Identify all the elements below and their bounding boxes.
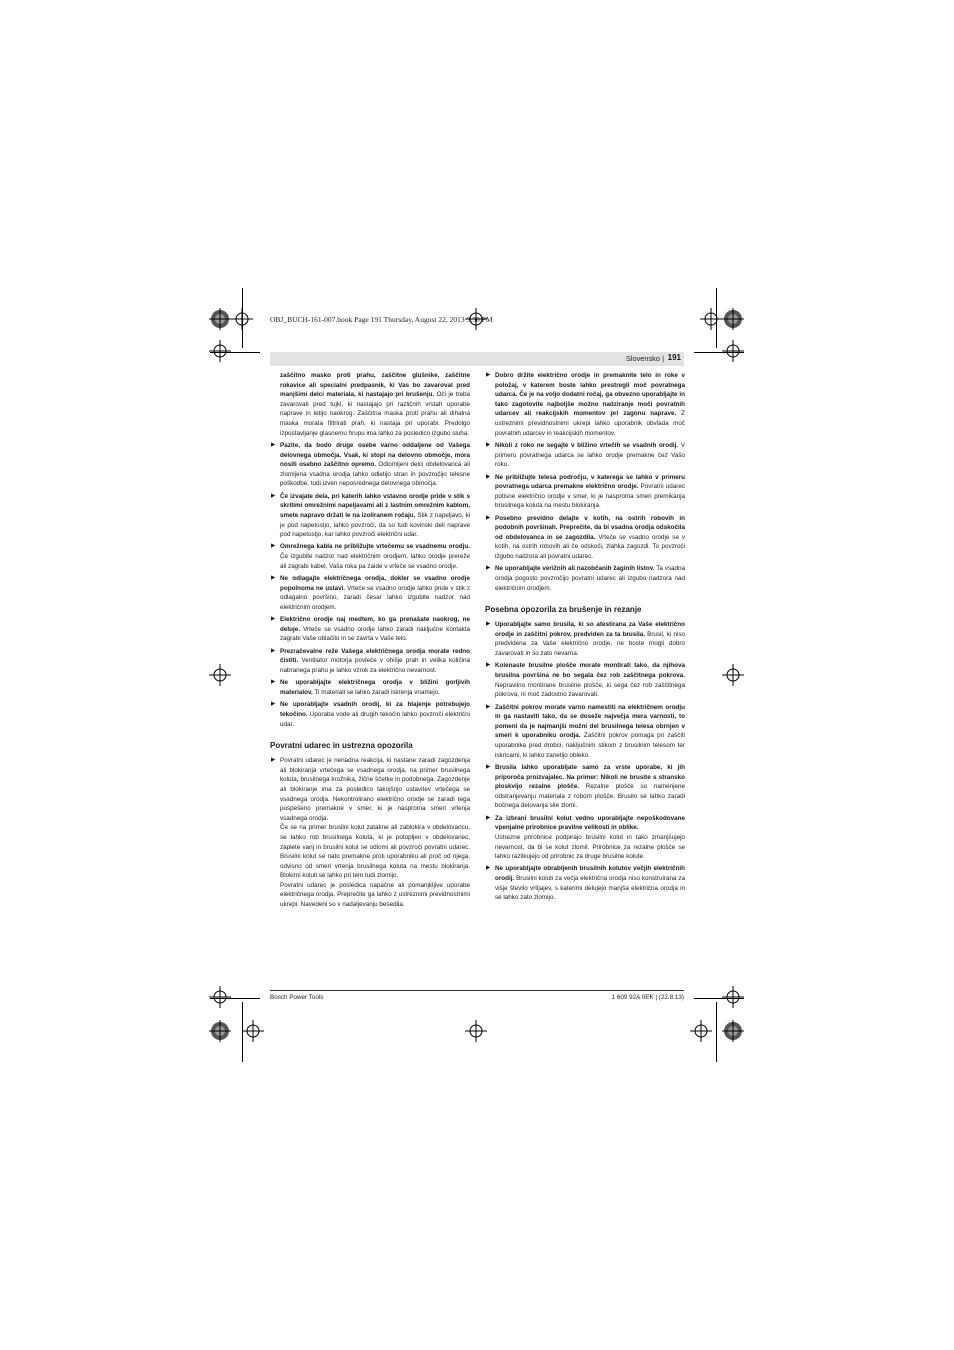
header-separator: | — [662, 354, 664, 363]
list-item: ▶ Če izvajate dela, pri katerih lahko vstavno orodje pride v stik s skritimi omrežnimi napeljavami ali z lastnim omrežnim kablom, smete napravo držati le na izoliranem ročaju. Stik z napeljavo, ki je pod napetostjo, lahko povzroči, da so tudi kovinski deli naprave pod napetostjo, kar lahko povzroči električni udar. — [271, 492, 470, 539]
paragraph: Povratni udarec je posledica napačne ali pomanjkljive uporabe električnega orodja. Preprečite ga lahko z ustreznimi previdnostnimi ukrepi. Navedeni so v nadaljevanju besedila. — [280, 881, 470, 909]
footer-brand: Bosch Power Tools — [270, 994, 324, 1001]
section-title: Posebna opozorila za brušenje in rezanje — [485, 605, 642, 615]
bullet-icon: ▶ — [271, 679, 276, 686]
footer-docnumber: 1 609 92A 0EK | (22.8.13) — [611, 994, 684, 1001]
registration-mark-icon — [700, 308, 722, 330]
crop-mark — [716, 1002, 717, 1062]
paragraph: Ustrezne prirobnice podpirajo brusilni kolut in tako zmanjšujejo nevarnost, da bi se kolut zlomil. Prirobnice za rezalne plošče se lahko razlikujejo od prirobnic za druge brusilne kolute. — [495, 833, 685, 861]
list-item: ▶ Zaščitni pokrov morate varno namestiti na električnem orodju in ga nastaviti tako, da se doseže največja mera varnosti, to pomeni da je najmanjši možni del brusilnega telesa obrnjen v smeri k uporabniku orodja. Zaščitni pokrov pomaga pri zaščiti uporabnika pred drobci, naključnim stikom z brusilnim telesom ter iskricami, ki lahko zanetijo obleko. — [486, 703, 685, 759]
list-item: ▶ Brusila lahko uporabljate samo za vrste uporabe, ki jih priporoča proizvajalec. Na primer: Nikoli ne brusite s stransko ploskvijo rezalne plošče. Rezalne plošče so namenjene odstranjevanju materiala z robom plošče. Brusilo se lahko zaradi bočnega delovanja sile zlomi. — [486, 763, 685, 810]
list-item: ▶ Nikoli z roko ne segajte v bližino vrtečih se vsadnih orodij. V primeru povratnega udarca se lahko orodje premakne čez Vašo roko. — [486, 441, 685, 469]
bullet-icon: ▶ — [486, 814, 491, 821]
list-item: ▶ Ne odlagajte električnega orodja, dokler se vsadno orodje popolnoma ne ustavi. Vrteče se vsadno orodje lahko pride v stik z odlagalno površino, zaradi česar lahko izgubite nadzor nad električnim orodjem. — [271, 575, 471, 611]
left-column — [270, 371, 470, 910]
list-item: ▶ Ne uporabljajte vsadnih orodij, ki za hlajenje potrebujejo tekočino. Uporaba vode ali drugih tekočin lahko povzroči električni udar. — [271, 701, 470, 728]
list-item: ▶ Ne uporabljajte električnega orodja v bližini gorljivih materialov. Ti materiali se lahko zaradi iskrenja vnamejo. — [271, 679, 470, 696]
print-header: OBJ_BUCH-161-007.book Page 191 Thursday, August 22, 2013 3:50 PM — [270, 315, 493, 324]
paragraph: Če se na primer brusilni kolut zatakne ali zablokira v obdelovancu, se lahko rob brusilnega koluta, ki je potopljen v obdelovanec, zaplete vanj in brusilni kolut se odlomi ali povzroči povratni udarec. Brusilni kolut se nato premakne proti uporabniku ali proč od njega, odvisno od smeri vrtenja brusilnega koluta na mestu blokiranja. Blokirni koluti se lahko pri tem tudi zlomijo. — [280, 824, 470, 880]
bullet-icon: ▶ — [271, 492, 276, 499]
footer-rule — [270, 990, 684, 991]
list-item: ▶ Ne uporabljajte verižnih ali nazobčanih žaginih listov. Ta vsadna orodja pogosto povzročijo povratni udarec ali izgubo nadzora nad električnim orodjem. — [486, 565, 685, 592]
list-item: ▶ Omrežnega kabla ne približujte vrtečemu se vsadnemu orodju. Če izgubite nadzor nad električnim orodjem, lahko orodje prereže ali zagrabi kabel, Vaša roka pa zaide v vrteče se vsadno orodje. — [271, 543, 470, 570]
bullet-icon: ▶ — [486, 473, 491, 480]
list-item: ▶ Pazite, da bodo druge osebe varno oddaljene od Vašega delovnega območja. Vsak, ki stopi na delovno območje, mora nositi osebno zaščitno opremo. Odlomljeni delci obdelovanca ali zlomljena vsadna orodja lahko odletijo stran in povzročijo telesne poškodbe, tudi izven neposrednega delovnega območja. — [271, 441, 470, 488]
registration-mark-icon — [209, 986, 231, 1008]
bullet-icon: ▶ — [486, 865, 491, 872]
bullet-icon: ▶ — [271, 575, 276, 582]
bullet-icon: ▶ — [271, 701, 276, 708]
bullet-icon: ▶ — [486, 514, 491, 521]
registration-mark-icon — [722, 986, 744, 1008]
bullet-icon: ▶ — [486, 621, 491, 628]
registration-mark-icon — [231, 308, 253, 330]
page-number: 191 — [667, 353, 681, 362]
registration-mark-icon — [722, 1020, 744, 1042]
bullet-icon: ▶ — [486, 372, 491, 378]
language-label: Slovensko — [625, 354, 660, 363]
list-item: ▶ Kolenaste brusilne plošče morate montirati tako, da njihova brusilna površina ne bo segala čez rob zaščitnega pokrova. Nepravilno montirane brusilne plošče, ki sega čez rob zaščitnega pokrova, ni moč zadostno zavarovati. — [486, 662, 685, 699]
registration-mark-icon — [209, 340, 231, 362]
registration-mark-icon — [722, 340, 744, 362]
list-item: ▶ Električno orodje naj medtem, ko ga prenašate naokrog, ne deluje. Vrteče se vsadno orodje lahko zaradi naključne kontakta zagrabi Vaše oblačilo in se zavrta v Vaše telo. — [271, 616, 470, 643]
bullet-icon: ▶ — [271, 616, 276, 623]
bullet-icon: ▶ — [271, 441, 276, 448]
registration-mark-icon — [242, 1020, 264, 1042]
list-item: ▶ Prezračevalne reže Vašega električnega orodja morate redno čistiti. Ventilator motorja povleče v ohišje prah in velika količina nabranega prahu je lahko vzrok za električno nevarnost. — [271, 647, 470, 674]
list-item: ▶ Povratni udarec je nenadna reakcija, ki nastane zaradi zagozdenja ali blokiranja vrtečega se vsadnega orodja, na primer brusilnega koluta, brusilnega krožnika, žične ščetke in podobnega. Zagozdenje ali blokiranje ima za posledico takojšnjo ustavitev vrtečega se vsadnega orodja. Nekontrolirano električno orodje se zaradi tega pospešeno premakne v smer, ki je nasprotna smeri vrtenja vsadnega orodja. — [271, 757, 470, 822]
registration-mark-icon — [722, 664, 744, 686]
page-header — [270, 352, 684, 366]
registration-mark-icon — [209, 1020, 231, 1042]
registration-mark-icon — [690, 1020, 712, 1042]
section-title: Povratni udarec in ustrezna opozorila — [270, 741, 413, 751]
bullet-icon: ▶ — [271, 543, 276, 550]
list-item: zaščitno masko proti prahu, zaščitne glušnike, zaščitne rokavice ali specialni predpasnik, ki Vas bo zavaroval pred manjšimi delci materiala, ki nastajajo pri brušenju. Oči je treba zavarovati pred tujki, ki nastajajo pri različnih vrstah uporabe naprave in letijo naokrog. Zaščitna maska proti prahu ali dihalna maska morata filtrirati prah, ki nastaja pri uporabi. Predolgo izpostavljanje glasnemu hrupu ima lahko za posledico izgubo sluha. — [280, 372, 471, 437]
registration-mark-icon — [722, 308, 744, 330]
registration-mark-icon — [465, 308, 487, 330]
bullet-icon: ▶ — [486, 565, 491, 572]
registration-mark-icon — [465, 1020, 487, 1042]
list-item: ▶ Za izbrani brusilni kolut vedno uporabljajte nepoškodovane vpenjalne prirobnice pravilne velikosti in oblike. — [486, 814, 685, 832]
bullet-icon: ▶ — [486, 763, 491, 770]
bullet-icon: ▶ — [486, 662, 491, 669]
bullet-icon: ▶ — [486, 703, 491, 710]
right-column — [485, 371, 685, 906]
list-item: ▶ Ne uporabljajte obrabljenih brusilnih kolutov večjih električnih orodij. Brusilni koluti za večja električna orodja niso konstruirana za višje število vrtljajev, s katerimi delujejo manjša električna orodja in se lahko zato zlomijo. — [486, 865, 685, 902]
list-item: ▶ Dobro držite električno orodje in premaknite telo in roke v položaj, v katerem boste lahko prestregli moč povratnega udarca. Če je na voljo dodatni ročaj, ga obvezno uporabljajte in tako zagotovite najboljše možno nadziranje moči povratnih udarcev ali reakcijskih momentov pri zagonu naprave. Z ustreznimi previdnostnimi ukrepi lahko uporabnik obvlada moč povratnih udarcev in reakcijskih momentov. — [486, 372, 685, 437]
registration-mark-icon — [209, 308, 231, 330]
registration-mark-icon — [209, 664, 231, 686]
list-item: ▶ Uporabljajte samo brusila, ki so atestirana za Vaše električno orodje in zaščitni pokrov, predviden za ta brusila. Brusil, ki niso predvidena za Vaše električno orodje, ne boste mogli dobro zavarovati in so zato nevarna. — [486, 621, 685, 658]
list-item: ▶ Ne približujte telesa področju, v katerega se lahko v primeru povratnega udarca premakne električno orodje. Povratni udarec potisne električno orodje v smer, ki je nasprotna smeri premikanja brusilnega koluta na mestu blokiranja. — [486, 473, 685, 510]
list-item: ▶ Posebno previdno delajte v kotih, na ostrih robovih in podobnih površinah. Preprečite, da bi vsadna orodja odskočila od obdelovanca in se zagozdila. Vrteče se vsadno orodje se v kotih, na ostrih robovih ali če odskoči, zlahka zagozdi. To povzroči izgubo nadzora ali povratni udarec. — [486, 514, 685, 561]
bullet-icon: ▶ — [271, 647, 276, 654]
bullet-icon: ▶ — [271, 757, 276, 764]
bullet-icon: ▶ — [486, 441, 491, 448]
